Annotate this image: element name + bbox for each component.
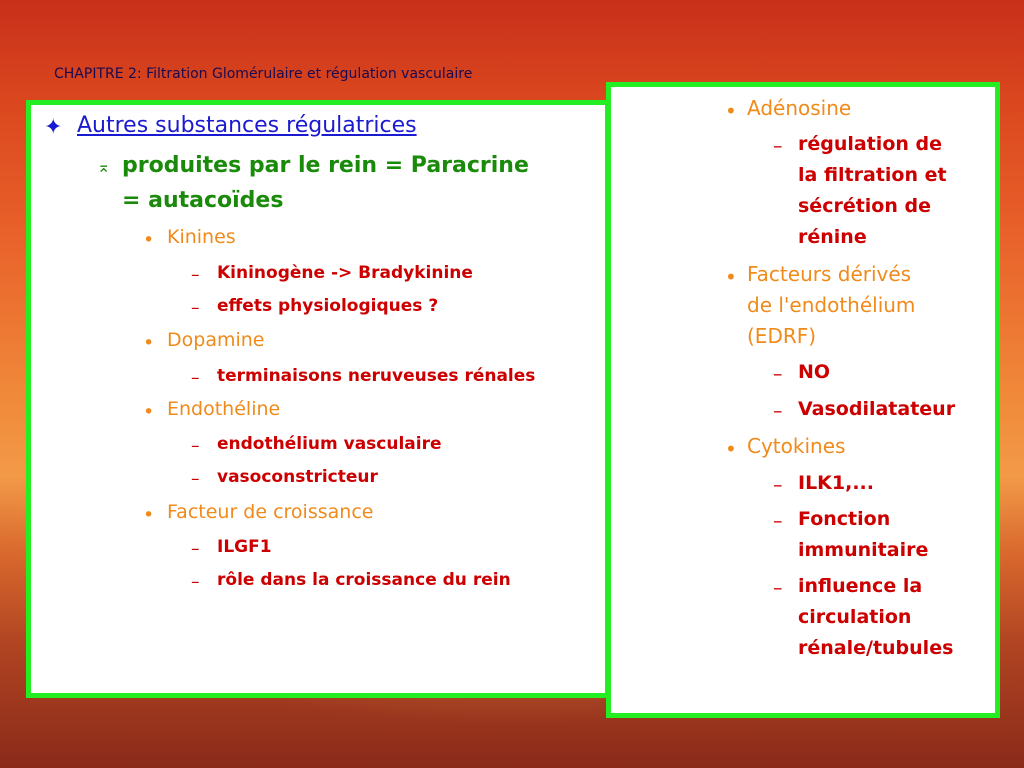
bullet-edrf: • [725,265,737,289]
paracrine-line2: = autacoïdes [122,188,284,213]
dash-kinines-1: – [191,265,200,285]
dash-facteur-1: – [191,539,200,559]
bullet-cytokines: • [725,437,737,461]
item-facteur-croissance: Facteur de croissance [167,501,374,523]
paracrine-line1: produites par le rein = Paracrine [122,153,529,178]
dash-edrf-2: – [773,400,783,422]
item-kinines: Kinines [167,226,236,248]
left-content-panel [26,100,610,698]
item-edrf-line1: Facteurs dérivés [747,262,912,286]
dash-cyto-1: – [773,474,783,496]
cyto-detail-influence-line2: circulation [798,606,912,628]
cyto-detail-fonction-line2: immunitaire [798,539,929,561]
cyto-detail-influence-line1: influence la [798,575,923,597]
endotheline-detail-1: endothélium vasculaire [217,434,442,454]
bullet-facteur: • [143,504,155,526]
adenosine-detail-line2: la filtration et [798,164,947,186]
bullet-kinines: • [143,229,155,251]
edrf-detail-vasodilatateur: Vasodilatateur [798,398,956,420]
cyto-detail-influence-line3: rénale/tubules [798,637,954,659]
item-edrf-line2: de l'endothélium [747,293,916,317]
bullet-adenosine: • [725,99,737,123]
caret-bullet-icon: ⌅ [97,157,111,176]
item-cytokines: Cytokines [747,434,846,458]
dash-edrf-1: – [773,363,783,385]
item-adenosine: Adénosine [747,96,852,120]
dash-cyto-3: – [773,577,783,599]
dash-facteur-2: – [191,572,200,592]
four-point-star-icon: ✦ [44,115,63,140]
dash-endotheline-2: – [191,469,200,489]
cyto-detail-ilk1: ILK1,... [798,472,874,494]
item-dopamine: Dopamine [167,329,265,351]
dash-dopamine-1: – [191,368,200,388]
facteur-detail-2: rôle dans la croissance du rein [217,570,511,590]
facteur-detail-1: ILGF1 [217,537,272,557]
dash-kinines-2: – [191,298,200,318]
dopamine-detail-1: terminaisons neruveuses rénales [217,366,536,386]
adenosine-detail-line3: sécrétion de [798,195,931,217]
kinines-detail-1: Kininogène -> Bradykinine [217,263,473,283]
adenosine-detail-line4: rénine [798,226,867,248]
slide-header: CHAPITRE 2: Filtration Glomérulaire et régulation vasculaire [54,66,473,82]
bullet-endotheline: • [143,401,155,423]
item-edrf-line3: (EDRF) [747,324,817,348]
cyto-detail-fonction-line1: Fonction [798,508,891,530]
section-heading [77,113,417,138]
item-endotheline: Endothéline [167,398,281,420]
dash-adenosine-1: – [773,135,783,157]
adenosine-detail-line1: régulation de [798,133,942,155]
endotheline-detail-2: vasoconstricteur [217,467,378,487]
right-content-panel [606,82,1000,718]
edrf-detail-no: NO [798,361,831,383]
section-heading-text: Autres substances régulatrices [77,113,417,138]
dash-cyto-2: – [773,510,783,532]
bullet-dopamine: • [143,332,155,354]
kinines-detail-2: effets physiologiques ? [217,296,439,316]
dash-endotheline-1: – [191,436,200,456]
